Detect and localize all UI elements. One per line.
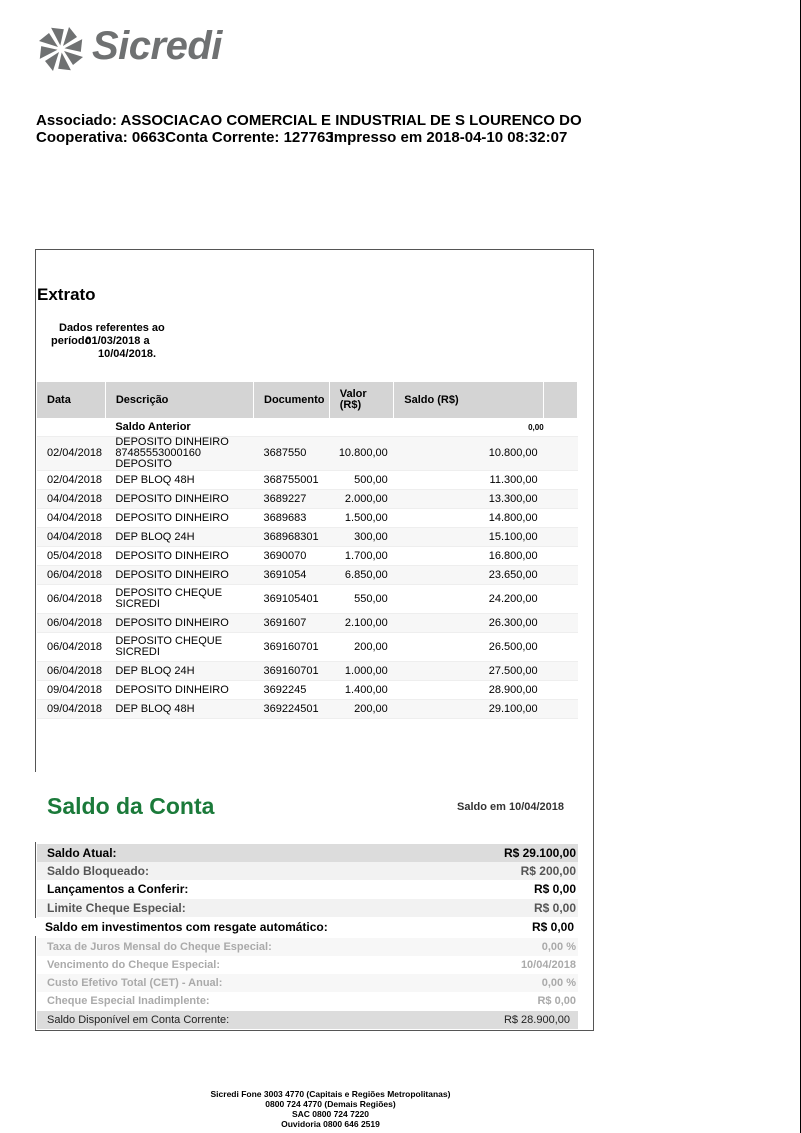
table-header-row xyxy=(37,382,578,418)
cell-data: 09/04/2018 xyxy=(37,700,105,719)
cell-valor: 550,00 xyxy=(329,585,393,614)
saldo-row-value: 0,00 % xyxy=(541,941,576,953)
saldo-row xyxy=(35,918,576,936)
cell-documento: 3692245 xyxy=(254,681,330,700)
periodo-line1: Dados referentes ao xyxy=(59,322,165,334)
cell-data: 06/04/2018 xyxy=(37,566,105,585)
cell-descricao: DEPOSITO DINHEIRO xyxy=(105,614,253,633)
cell-documento: 368755001 xyxy=(254,471,330,490)
cell-documento: 369160701 xyxy=(254,633,330,662)
cell-descricao: DEP BLOQ 48H xyxy=(105,471,253,490)
saldo-row-value: R$ 200,00 xyxy=(520,864,576,878)
saldo-row xyxy=(37,974,578,992)
cooperativa-value: 0663 xyxy=(131,129,166,146)
saldo-row-label: Saldo em investimentos com resgate automático: xyxy=(45,920,328,934)
cell-documento: 3687550 xyxy=(254,437,330,471)
extrato-title: Extrato xyxy=(37,285,96,304)
cell-descricao: DEPOSITO DINHEIRO xyxy=(105,566,253,585)
cell-documento: 3689227 xyxy=(254,490,330,509)
saldo-row-value: R$ 28.900,00 xyxy=(503,1014,570,1026)
cell-data: 02/04/2018 xyxy=(37,471,105,490)
saldo-row xyxy=(37,844,578,862)
cell-saldo: 26.500,00 xyxy=(394,633,544,662)
cell-saldo: 15.100,00 xyxy=(394,528,544,547)
table-row xyxy=(37,700,578,719)
cell-saldo: 27.500,00 xyxy=(394,662,544,681)
sicredi-pinwheel-icon xyxy=(36,24,86,74)
cell-valor: 1.400,00 xyxy=(329,681,393,700)
conta-value: 127763 xyxy=(283,129,334,146)
saldo-row-label: Cheque Especial Inadimplente: xyxy=(47,995,210,1007)
cell-descricao: DEPOSITO DINHEIRO xyxy=(105,547,253,566)
saldo-row xyxy=(37,938,578,956)
cell-descricao: DEPOSITO DINHEIRO xyxy=(105,509,253,528)
periodo-label: período xyxy=(51,335,92,347)
saldo-row-value: 0,00 % xyxy=(541,977,576,989)
conta-label: Conta Corrente: xyxy=(165,129,280,146)
cell-saldo: 23.650,00 xyxy=(394,566,544,585)
footer-line2: 0800 724 4770 (Demais Regiões) xyxy=(265,1099,396,1109)
cell-saldo: 16.800,00 xyxy=(394,547,544,566)
table-row xyxy=(37,471,578,490)
col-documento: Documento xyxy=(254,382,330,418)
saldo-title: Saldo da Conta xyxy=(47,793,215,819)
cell-descricao: DEPOSITO DINHEIRO xyxy=(105,490,253,509)
saldo-row-label: Taxa de Juros Mensal do Cheque Especial: xyxy=(47,941,272,953)
cell-data: 05/04/2018 xyxy=(37,547,105,566)
cell-documento: 3690070 xyxy=(254,547,330,566)
footer-line4: Ouvidoria 0800 646 2519 xyxy=(281,1119,380,1129)
table-row xyxy=(37,490,578,509)
transactions-table xyxy=(37,382,578,719)
table-row xyxy=(37,566,578,585)
saldo-row xyxy=(37,956,578,974)
cell-documento: 3691054 xyxy=(254,566,330,585)
table-row xyxy=(37,437,578,471)
saldo-date: Saldo em 10/04/2018 xyxy=(457,801,565,813)
saldo-row-label: Saldo Atual: xyxy=(47,846,117,860)
cooperativa-label: Cooperativa: xyxy=(36,129,128,146)
cell-valor: 200,00 xyxy=(329,633,393,662)
cell-data: 06/04/2018 xyxy=(37,662,105,681)
cell-data: 06/04/2018 xyxy=(37,633,105,662)
col-data: Data xyxy=(37,382,105,418)
cell-documento: 3689683 xyxy=(254,509,330,528)
table-row xyxy=(37,662,578,681)
table-row xyxy=(37,528,578,547)
col-valor: Valor (R$) xyxy=(329,382,393,418)
cell-descricao: DEPOSITO DINHEIRO xyxy=(105,681,253,700)
saldo-row-value: R$ 0,00 xyxy=(533,882,576,896)
table-row xyxy=(37,509,578,528)
table-row xyxy=(37,547,578,566)
cell-saldo: 26.300,00 xyxy=(394,614,544,633)
saldo-anterior-label: Saldo Anterior xyxy=(105,418,253,437)
saldo-row-label: Limite Cheque Especial: xyxy=(47,901,186,915)
cell-valor: 300,00 xyxy=(329,528,393,547)
footer-contacts xyxy=(0,1089,661,1129)
table-row xyxy=(37,614,578,633)
saldo-row-value: 10/04/2018 xyxy=(520,959,576,971)
saldo-row-label: Custo Efetivo Total (CET) - Anual: xyxy=(47,977,223,989)
associado-value: ASSOCIACAO COMERCIAL E INDUSTRIAL DE S LOURENCO DO xyxy=(120,112,582,129)
cell-valor: 1.000,00 xyxy=(329,662,393,681)
cell-descricao: DEP BLOQ 48H xyxy=(105,700,253,719)
associado-line xyxy=(36,112,582,129)
col-descricao: Descrição xyxy=(105,382,253,418)
col-saldo: Saldo (R$) xyxy=(394,382,544,418)
cell-descricao: DEP BLOQ 24H xyxy=(105,528,253,547)
cell-valor: 10.800,00 xyxy=(329,437,393,471)
cell-valor: 1.500,00 xyxy=(329,509,393,528)
saldo-row xyxy=(37,880,578,898)
saldo-row-value: R$ 0,00 xyxy=(531,920,574,934)
impresso-label: Impresso em xyxy=(329,129,423,146)
cell-data: 09/04/2018 xyxy=(37,681,105,700)
cell-descricao: DEPOSITO CHEQUE SICREDI xyxy=(105,633,253,662)
table-row xyxy=(37,681,578,700)
saldo-row xyxy=(37,862,578,880)
saldo-row-value: R$ 0,00 xyxy=(533,901,576,915)
cooperativa-line xyxy=(36,129,567,146)
saldo-row-value: R$ 29.100,00 xyxy=(503,846,576,860)
cell-valor: 200,00 xyxy=(329,700,393,719)
saldo-row-label: Lançamentos a Conferir: xyxy=(47,882,189,896)
cell-documento: 369160701 xyxy=(254,662,330,681)
cell-data: 02/04/2018 xyxy=(37,437,105,471)
impresso-value: 2018-04-10 08:32:07 xyxy=(426,129,568,146)
cell-documento: 3691607 xyxy=(254,614,330,633)
cell-data: 06/04/2018 xyxy=(37,614,105,633)
cell-data: 04/04/2018 xyxy=(37,528,105,547)
saldo-anterior-row xyxy=(37,418,578,437)
cell-data: 04/04/2018 xyxy=(37,509,105,528)
cell-data: 06/04/2018 xyxy=(37,585,105,614)
cell-saldo: 13.300,00 xyxy=(394,490,544,509)
cell-documento: 369105401 xyxy=(254,585,330,614)
saldo-row xyxy=(37,992,578,1010)
cell-valor: 500,00 xyxy=(329,471,393,490)
saldo-row xyxy=(37,1011,578,1029)
cell-valor: 1.700,00 xyxy=(329,547,393,566)
table-row xyxy=(37,585,578,614)
table-row xyxy=(37,633,578,662)
cell-documento: 369224501 xyxy=(254,700,330,719)
periodo-line3: 10/04/2018. xyxy=(98,348,157,360)
cell-saldo: 29.100,00 xyxy=(394,700,544,719)
sicredi-logo xyxy=(36,22,246,78)
brand-name: Sicredi xyxy=(92,24,222,68)
cell-valor: 6.850,00 xyxy=(329,566,393,585)
cell-descricao: DEPOSITO CHEQUE SICREDI xyxy=(105,585,253,614)
periodo-start: 01/03/2018 a xyxy=(85,335,150,347)
saldo-anterior-value: 0,00 xyxy=(394,418,544,437)
saldo-row-value: R$ 0,00 xyxy=(537,995,576,1007)
periodo-line2 xyxy=(51,335,150,347)
cell-saldo: 28.900,00 xyxy=(394,681,544,700)
footer-line3: SAC 0800 724 7220 xyxy=(291,1109,370,1119)
saldo-row-label: Saldo Disponível em Conta Corrente: xyxy=(47,1014,230,1026)
col-spacer xyxy=(544,382,578,418)
cell-descricao: DEPOSITO DINHEIRO 87485553000160 DEPOSITO xyxy=(105,437,253,471)
cell-valor: 2.000,00 xyxy=(329,490,393,509)
footer-line1: Sicredi Fone 3003 4770 (Capitais e Regiões Metropolitanas) xyxy=(210,1089,451,1099)
saldo-row-label: Vencimento do Cheque Especial: xyxy=(47,959,220,971)
cell-valor: 2.100,00 xyxy=(329,614,393,633)
associado-label: Associado: xyxy=(36,112,117,129)
cell-saldo: 11.300,00 xyxy=(394,471,544,490)
cell-saldo: 24.200,00 xyxy=(394,585,544,614)
cell-descricao: DEP BLOQ 24H xyxy=(105,662,253,681)
cell-saldo: 14.800,00 xyxy=(394,509,544,528)
saldo-row xyxy=(37,899,578,917)
saldo-row-label: Saldo Bloqueado: xyxy=(47,864,149,878)
cell-data: 04/04/2018 xyxy=(37,490,105,509)
cell-saldo: 10.800,00 xyxy=(394,437,544,471)
cell-documento: 368968301 xyxy=(254,528,330,547)
